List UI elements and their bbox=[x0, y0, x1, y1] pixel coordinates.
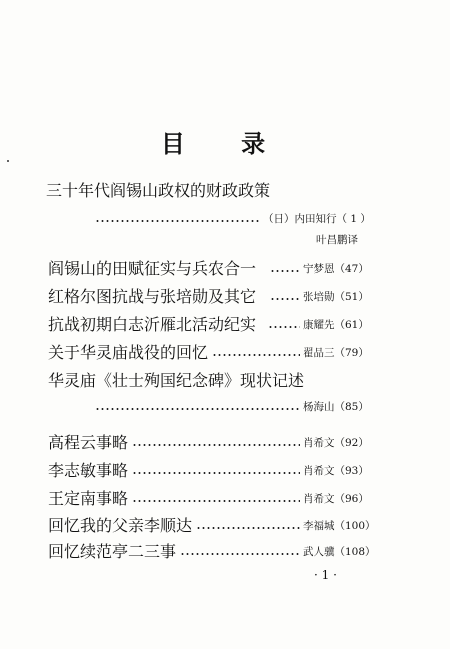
dot-leader bbox=[212, 354, 300, 356]
toc-entry-title: 阎锡山的田赋征实与兵农合一 bbox=[48, 259, 257, 278]
dot-leader bbox=[270, 298, 300, 300]
toc-entry-title: 王定南事略 bbox=[48, 489, 129, 508]
toc-entry bbox=[0, 258, 450, 280]
toc-entry-title: 回忆续范亭二三事 bbox=[48, 542, 177, 561]
toc-entry bbox=[0, 541, 450, 563]
dot-leader bbox=[180, 553, 300, 555]
toc-entry bbox=[0, 286, 450, 308]
dot-leader bbox=[196, 527, 300, 529]
toc-entry-title: 三十年代阎锡山政权的财政政策 bbox=[46, 181, 271, 200]
dot-leader bbox=[95, 220, 261, 222]
toc-entry-leader-row bbox=[0, 208, 450, 230]
toc-entry-author: 李福城（100） bbox=[303, 520, 376, 532]
toc-entry-title: 抗战初期白志沂雁北活动纪实 bbox=[48, 315, 257, 334]
toc-entry-author: 康耀先（61） bbox=[303, 319, 369, 331]
toc-entry-title: 回忆我的父亲李顺达 bbox=[48, 516, 193, 535]
toc-entry bbox=[0, 515, 450, 537]
toc-entry-author: 翟品三（79） bbox=[303, 347, 369, 359]
toc-entry-title: 华灵庙《壮士殉国纪念碑》现状记述 bbox=[48, 371, 305, 390]
page-title: 目 录 bbox=[160, 129, 290, 158]
toc-entry-author: 肖希文（93） bbox=[303, 465, 369, 477]
toc-entry bbox=[0, 432, 450, 454]
toc-entry-title: 李志敏事略 bbox=[48, 461, 129, 480]
toc-entry-author: 肖希文（92） bbox=[303, 437, 369, 449]
toc-entry-author: 张培勋（51） bbox=[303, 291, 369, 303]
dot-leader bbox=[268, 326, 300, 328]
scan-speck bbox=[7, 160, 9, 162]
dot-leader bbox=[132, 444, 300, 446]
toc-entry-title: 高程云事略 bbox=[48, 433, 129, 452]
dot-leader bbox=[270, 270, 300, 272]
toc-entry-title: 红格尔图抗战与张培勋及其它 bbox=[48, 287, 257, 306]
dot-leader bbox=[132, 500, 300, 502]
toc-entry-author: （日）内田知行（ 1 ） bbox=[263, 213, 371, 225]
toc-entry bbox=[0, 314, 450, 336]
page-number: · 1 · bbox=[314, 568, 337, 582]
toc-entry bbox=[0, 342, 450, 364]
translator-credit: 叶昌鹏译 bbox=[316, 234, 358, 246]
toc-entry-author: 宁梦恩（47） bbox=[303, 263, 369, 275]
toc-entry bbox=[0, 180, 450, 202]
toc-entry bbox=[0, 460, 450, 482]
dot-leader bbox=[95, 408, 300, 410]
toc-entry-leader-row bbox=[0, 396, 450, 418]
dot-leader bbox=[132, 472, 300, 474]
toc-entry-author: 杨海山（85） bbox=[303, 401, 369, 413]
toc-entry-author: 肖希文（96） bbox=[303, 493, 369, 505]
toc-entry bbox=[0, 370, 450, 392]
toc-entry-author: 武人骥（108） bbox=[303, 546, 376, 558]
toc-entry-title: 关于华灵庙战役的回忆 bbox=[48, 343, 209, 362]
toc-entry bbox=[0, 488, 450, 510]
